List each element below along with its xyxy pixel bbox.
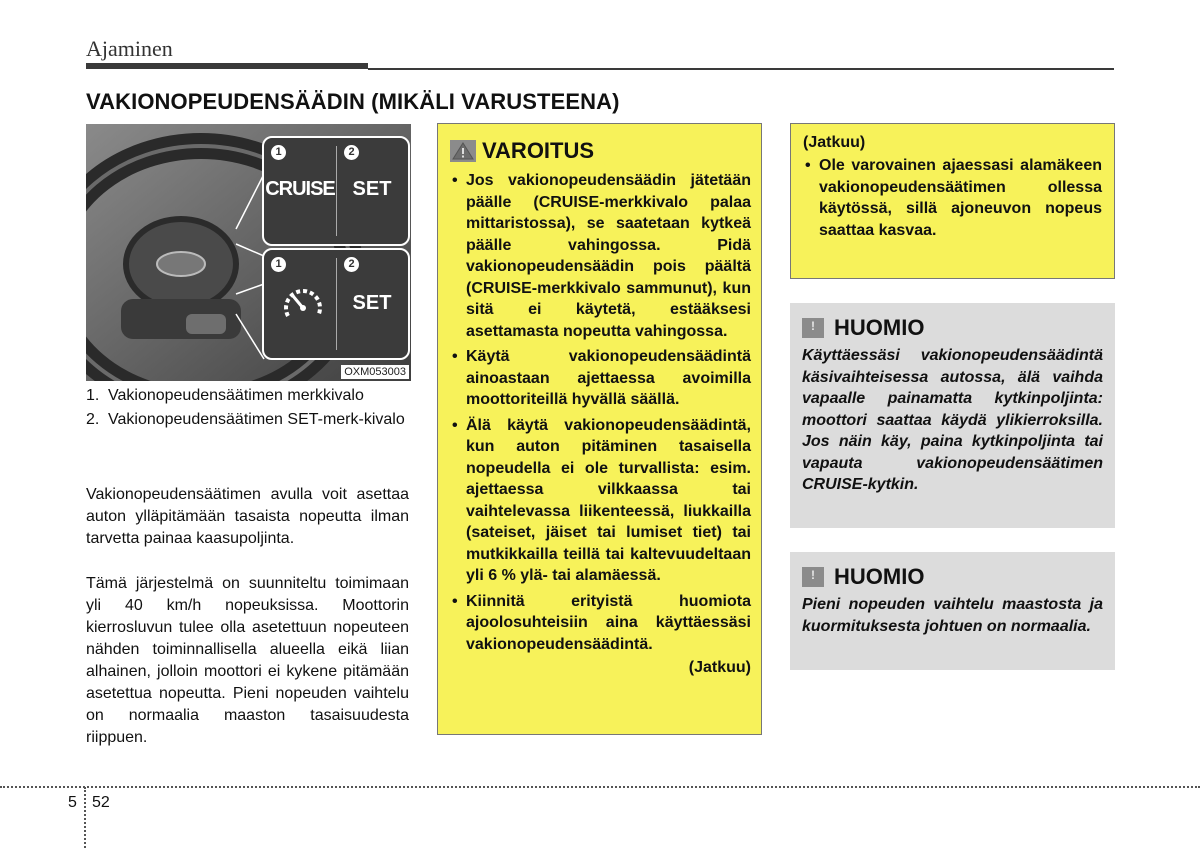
warning-header xyxy=(450,138,751,164)
caution-title: HUOMIO xyxy=(834,564,925,589)
set-indicator: SET xyxy=(352,292,392,314)
cruise-indicator: CRUISE xyxy=(265,178,335,200)
caution-header xyxy=(802,564,1103,590)
header-rule xyxy=(86,63,368,69)
warning-item: • Ole varovainen ajaessasi alamäkeen vakionopeudensäätimen ollessa käytössä, sillä ajoneuvon nopeus saattaa kasvaa. xyxy=(805,157,1102,239)
warning-continuation-box xyxy=(790,123,1115,279)
body-paragraph: Vakionopeudensäätimen avulla voit asettaa auton ylläpitämään tasaista nopeutta ilman tarvetta painaa kaasupoljinta. xyxy=(86,486,409,547)
speedometer-icon xyxy=(280,280,326,326)
warning-triangle-icon xyxy=(450,140,476,162)
callout-number-1: 1 xyxy=(271,145,286,160)
caption-item xyxy=(86,409,411,431)
caution-text: Käyttäessäsi vakionopeudensäädintä käsivaihteisessa autossa, älä vaihda vapaalle painamatta kytkinpoljinta: moottori saattaa käydä ylikierroksilla. Jos näin käy, paina kytkinpoljinta tai vapauta vakionopeudensäätimen CRUISE-kytkin. xyxy=(802,347,1103,493)
caption-text: Vakionopeudensäätimen SET-merk-kivalo xyxy=(108,411,405,428)
indicator-panel-bottom xyxy=(262,248,410,360)
page-title: VAKIONOPEUDENSÄÄDIN (MIKÄLI VARUSTEENA) xyxy=(86,89,620,114)
warning-item: • Älä käytä vakionopeudensäädintä, kun auton pitäminen tasaisella nopeudella ei ole turvallista: esim. ajettaessa vilkkaassa tai vaihtelevassa liikenteessä, liukkailla (sateiset, jäiset tai lumiset tiet) tai mutkikkailla teillä tai kaltevuudeltaan yli 6 % ylä- tai alamäessä. xyxy=(452,416,751,584)
figure-code: OXM053003 xyxy=(341,365,409,379)
caption-number: 1. xyxy=(86,387,100,404)
warning-item: • Jos vakionopeudensäädin jätetään päälle (CRUISE-merkkivalo palaa mittaristossa), se saatetaan kytkeä päälle vahingossa. Pidä vakionopeudensäädin pois päältä (CRUISE-merkkivalo sammunut), kun sitä ei käytetä, estääksesi asettamasta nopeutta vahingossa. xyxy=(452,172,751,340)
callout-number-2: 2 xyxy=(344,257,359,272)
callout-number-2: 2 xyxy=(344,145,359,160)
figure-captions xyxy=(86,385,411,433)
continuation-list xyxy=(803,155,1102,241)
indicator-panel-top xyxy=(262,136,410,246)
footer-divider xyxy=(84,787,86,848)
warning-item: • Käytä vakionopeudensäädintä ainoastaan ajettaessa avoimilla moottoriteillä hyvällä säällä. xyxy=(452,348,751,408)
set-indicator: SET xyxy=(352,178,392,200)
page-number: 52 xyxy=(92,794,110,811)
section-label: Ajaminen xyxy=(86,36,173,61)
caption-text: Vakionopeudensäätimen merkkivalo xyxy=(108,387,364,404)
steering-wheel-figure xyxy=(86,124,411,381)
warning-list xyxy=(450,170,751,655)
chapter-number: 5 xyxy=(68,794,77,811)
caution-square-icon: ! xyxy=(802,567,824,587)
warning-continued: (Jatkuu) xyxy=(688,659,751,676)
caution-box xyxy=(790,552,1115,670)
caution-header xyxy=(802,315,1103,341)
caption-item xyxy=(86,385,411,407)
caution-title: HUOMIO xyxy=(834,315,925,340)
warning-title: VAROITUS xyxy=(482,138,595,163)
warning-box xyxy=(437,123,762,735)
footer-rule xyxy=(0,786,1200,788)
caption-number: 2. xyxy=(86,411,100,428)
body-paragraph: Tämä järjestelmä on suunniteltu toimimaan yli 40 km/h nopeuksissa. Moottorin kierrosluvun tulee olla asetettuun nopeuteen nähden toiminnallisella alueella eikä liian alhainen, jolloin moottori ei kykene pitämään asetettua nopeutta. Pieni nopeuden vaihtelu on normaalia maaston tasaisuudesta riippuen. xyxy=(86,575,409,746)
callout-number-1: 1 xyxy=(271,257,286,272)
continuation-label: (Jatkuu) xyxy=(803,134,866,151)
caution-text: Pieni nopeuden vaihtelu maastosta ja kuormituksesta johtuen on normaalia. xyxy=(802,596,1103,635)
warning-item: • Kiinnitä erityistä huomiota ajoolosuhteisiin aina käyttäessäsi vakionopeudensäädintä. xyxy=(452,592,751,653)
header-rule-thin xyxy=(368,68,1114,70)
caution-box xyxy=(790,303,1115,528)
caution-square-icon: ! xyxy=(802,318,824,338)
